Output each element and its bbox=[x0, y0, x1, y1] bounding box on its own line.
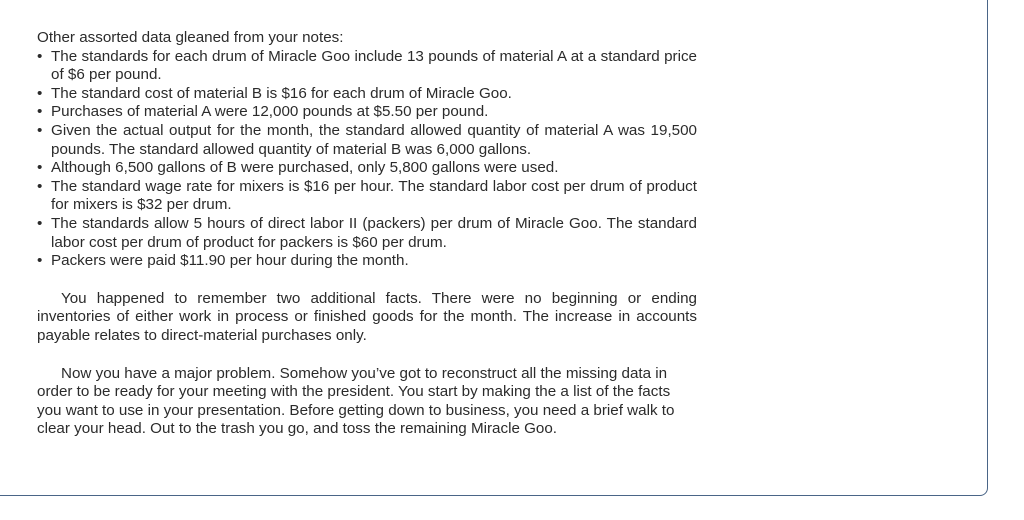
list-item: • Packers were paid $11.90 per hour during the month. bbox=[37, 252, 697, 271]
list-item: • Purchases of material A were 12,000 pounds at $5.50 per pound. bbox=[37, 103, 697, 122]
notes-content bbox=[37, 29, 697, 439]
list-item: • The standards allow 5 hours of direct labor II (packers) per drum of Miracle Goo. The standard labor cost per drum of product for packers is $60 per drum. bbox=[37, 215, 697, 252]
list-item: • Given the actual output for the month, the standard allowed quantity of material A was 19,500 pounds. The standard allowed quantity of material B was 6,000 gallons. bbox=[37, 122, 697, 159]
list-item: • The standard cost of material B is $16 for each drum of Miracle Goo. bbox=[37, 85, 697, 104]
list-item: • The standard wage rate for mixers is $16 per hour. The standard labor cost per drum of product for mixers is $32 per drum. bbox=[37, 178, 697, 215]
list-item: • The standards for each drum of Miracle Goo include 13 pounds of material A at a standard price of $6 per pound. bbox=[37, 48, 697, 85]
notes-list bbox=[37, 48, 697, 271]
list-item: • Although 6,500 gallons of B were purchased, only 5,800 gallons were used. bbox=[37, 159, 697, 178]
problem-paragraph: Now you have a major problem. Somehow you’ve got to reconstruct all the missing data in order to be ready for your meeting with the president. You start by making the a list of the facts you want to use in your presentation. Before getting down to business, you need a brief walk to clear your head. Out to the trash you go, and toss the remaining Miracle Goo. bbox=[37, 364, 675, 438]
additional-facts-paragraph: You happened to remember two additional facts. There were no beginning or ending inventories of either work in process or finished goods for the month. The increase in accounts payable relates to direct-material purchases only. bbox=[37, 289, 697, 344]
notes-intro: Other assorted data gleaned from your notes: bbox=[37, 29, 344, 46]
